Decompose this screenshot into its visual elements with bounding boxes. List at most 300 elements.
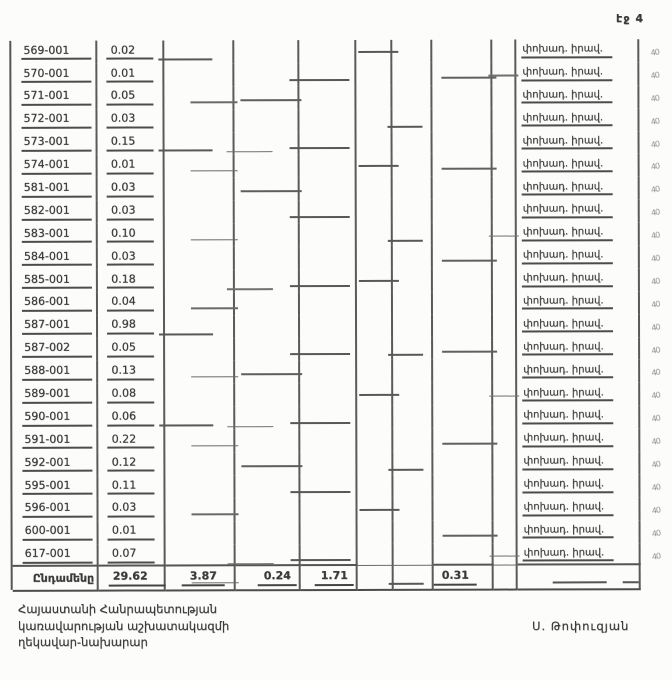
cell-margin [640,199,670,222]
transfer-right-label: փոխադ. իրավ. [522,272,613,287]
cell-empty [434,520,494,543]
cell-empty [393,429,433,452]
cell-empty [433,497,493,520]
cell-empty [433,154,493,177]
transfer-right-label: փոխադ. իրավ. [522,387,613,402]
margin-mark: 40 [649,93,660,104]
total-value: 1.71 [315,570,354,586]
margin-mark: 40 [650,230,660,241]
total-value: 0.31 [434,570,477,586]
cell-transfer-right [517,154,640,177]
cell-margin [640,360,670,383]
table-row [12,428,672,453]
code-label: 573-001 [22,136,92,152]
margin-mark: 40 [650,459,661,470]
cell-empty [433,177,493,200]
code-label: 570-001 [21,67,91,83]
cell-total-label [13,565,99,592]
transfer-right-label: փոխադ. իրավ. [522,364,613,379]
cell-total-value [236,565,301,592]
cell-empty [433,223,493,246]
cell-empty [357,246,393,269]
code-label: 595-001 [22,479,92,495]
cell-empty [393,154,433,177]
cell-code [12,132,98,155]
cell-empty [493,200,517,223]
margin-mark: 40 [650,390,661,402]
cell-empty [300,360,357,383]
value-label: 0.10 [107,227,154,243]
margin-mark: 40 [649,70,660,81]
code-label: 581-001 [22,182,92,198]
code-label: 592-001 [22,456,92,472]
cell-transfer-right [517,177,640,200]
cell-empty [433,337,493,360]
cell-empty [493,337,517,360]
cell-margin [640,428,670,451]
cell-empty [393,383,433,406]
code-label: 569-001 [21,44,91,60]
margin-mark: 40 [650,436,661,447]
cell-margin [639,108,669,131]
cell-empty [392,63,432,86]
cell-empty [433,314,493,337]
cell-empty [432,62,492,85]
cell-empty [493,268,517,291]
value-label: 0.18 [107,273,154,289]
table-row [12,268,672,293]
cell-empty [235,361,300,384]
cell-value [98,315,165,338]
cell-empty [165,132,235,155]
cell-code [12,430,98,453]
footer-org-line-3: ղեկավար-նախարար [18,635,148,650]
cell-empty [235,200,300,223]
cell-empty [357,315,393,338]
cell-code [12,361,98,384]
cell-empty [356,63,392,86]
cell-empty [300,383,357,406]
cell-empty [393,314,433,337]
cell-transfer-right [517,268,640,291]
value-label: 0.05 [107,90,154,106]
cell-value [99,544,166,567]
cell-empty [357,337,393,360]
cell-empty [393,360,433,383]
cell-empty [299,40,356,63]
cell-empty [299,63,356,86]
cell-empty [434,543,494,566]
cell-margin [640,405,670,428]
cell-code [11,41,97,64]
code-label: 583-001 [22,227,92,243]
cell-value [98,201,165,224]
transfer-right-label: փոխադ. իրավ. [522,410,613,425]
table-row [13,520,672,545]
transfer-right-label: փոխադ. իրավ. [522,204,613,219]
margin-mark: 40 [650,184,660,196]
cell-code [12,178,98,201]
cell-empty [165,178,235,201]
code-label: 586-001 [22,296,92,312]
cell-empty [165,361,235,384]
cell-empty [165,246,235,269]
table-row [11,62,671,87]
cell-empty [393,200,433,223]
cell-empty [300,406,357,429]
cell-empty [433,406,493,429]
cell-empty [492,62,516,85]
cell-margin [639,85,669,108]
value-label: 0.15 [107,136,154,152]
transfer-right-label: փոխադ. իրավ. [522,181,613,196]
cell-transfer-right [516,62,639,85]
cell-transfer-right [517,474,640,497]
code-label: 574-001 [22,159,92,175]
margin-mark: 40 [650,161,660,173]
cell-empty [165,407,235,430]
margin-mark: 40 [649,47,660,58]
cell-empty [357,223,393,246]
cell-empty [300,200,357,223]
cell-empty [164,63,234,86]
transfer-right-label: փոխադ. իրավ. [522,249,613,264]
cell-empty [235,269,300,292]
cell-empty [235,155,300,178]
cell-empty [234,40,299,63]
table-row [12,360,672,385]
cell-code [12,224,98,247]
cell-empty [494,543,518,566]
cell-margin [641,566,671,589]
transfer-right-label: փոխադ. իրավ. [522,501,613,516]
margin-mark: 40 [650,345,661,356]
cell-empty [299,86,356,109]
cell-value [98,475,165,498]
cell-empty [433,269,493,292]
table-row [12,497,672,522]
cell-value [98,269,165,292]
cell-total-value [99,565,166,592]
cell-empty [357,360,393,383]
value-label: 0.12 [108,456,155,472]
cell-empty [392,86,432,109]
cell-transfer-right [517,451,640,474]
table-row [12,451,672,476]
cell-empty [392,40,432,63]
cell-empty [393,177,433,200]
transfer-right-label: փոխադ. իրավ. [521,66,612,81]
cell-value [98,292,165,315]
cell-margin [640,291,670,314]
transfer-right-label: փոխադ. իրավ. [522,341,613,356]
cell-empty [493,497,517,520]
cell-transfer-right [517,199,640,222]
cell-code [13,544,99,567]
cell-empty [357,383,393,406]
cell-transfer-right [517,428,640,451]
cell-transfer-right [517,383,640,406]
cell-value [98,384,165,407]
cell-code [12,384,98,407]
cell-margin [640,474,670,497]
value-label: 0.01 [107,67,154,83]
cell-empty [393,131,433,154]
cell-empty [165,292,235,315]
cell-empty [493,154,517,177]
code-label: 589-001 [22,388,92,404]
value-label: 0.01 [108,525,155,541]
cell-empty [301,544,358,567]
margin-mark: 40 [650,299,661,310]
code-label: 587-001 [22,319,92,335]
table-row [12,474,672,499]
cell-margin [639,62,669,85]
cell-empty [394,565,434,591]
cell-margin [641,543,671,566]
cell-empty [165,429,235,452]
cell-empty [492,40,516,63]
cell-empty [165,475,235,498]
value-label: 0.03 [107,204,154,220]
cell-empty [357,131,393,154]
cell-empty [433,131,493,154]
cell-empty [357,429,393,452]
cell-empty [492,85,516,108]
total-label: Ընդամենը [32,572,95,586]
cell-empty [393,246,433,269]
transfer-right-label: փոխադ. իրավ. [522,456,613,471]
cell-empty [300,498,357,521]
value-label: 0.03 [107,181,154,197]
cell-empty [493,314,517,337]
cell-empty [164,40,234,63]
cell-empty [235,383,300,406]
code-label: 590-001 [22,411,92,427]
cell-empty [165,338,235,361]
cell-transfer-right [518,520,641,543]
total-row [13,566,672,591]
cell-value [98,178,165,201]
table-row [11,108,671,133]
cell-empty [493,406,517,429]
cell-empty [300,269,357,292]
code-label: 591-001 [22,433,92,449]
cell-empty [165,384,235,407]
cell-empty [300,452,357,475]
code-label: 617-001 [23,548,93,564]
cell-empty [166,544,236,567]
cell-empty [493,474,517,497]
cell-empty [432,85,492,108]
cell-empty [433,475,493,498]
cell-empty [357,406,393,429]
cell-empty [393,292,433,315]
code-label: 584-001 [22,250,92,266]
margin-mark: 40 [651,528,661,539]
cell-empty [393,337,433,360]
value-label: 0.06 [108,410,155,426]
cell-empty [493,131,517,154]
value-label: 0.98 [107,319,154,335]
cell-empty [357,177,393,200]
transfer-right-label: փոխադ. իրավ. [521,43,612,58]
value-label: 0.13 [107,365,154,381]
cell-empty [235,406,300,429]
cell-empty [357,200,393,223]
value-label: 0.11 [108,479,155,495]
cell-transfer-right [518,543,641,566]
cell-empty [356,109,392,132]
cell-empty [433,200,493,223]
cell-value [97,40,164,63]
value-label: 0.01 [107,159,154,175]
cell-empty [494,565,518,591]
total-value: 0.24 [258,570,297,586]
cell-empty [234,109,299,132]
cell-empty [300,246,357,269]
value-label: 0.03 [107,250,154,266]
cell-margin [640,337,670,360]
cell-transfer-right [517,131,640,154]
cell-code [12,315,98,338]
total-value: 29.62 [109,571,166,587]
cell-empty [493,291,517,314]
code-label: 582-001 [22,205,92,221]
cell-empty [358,543,394,566]
cell-margin [640,245,670,268]
transfer-right-label: փոխադ. իրավ. [522,135,613,150]
cell-value [98,155,165,178]
cell-value [98,407,165,430]
cell-transfer-right [517,222,640,245]
transfer-right-label: փոխադ. իրավ. [522,295,613,310]
cell-code [12,476,98,499]
dash-line [553,571,607,583]
cell-empty [165,452,235,475]
margin-mark: 40 [651,505,661,516]
cell-empty [432,108,492,131]
cell-empty [235,452,300,475]
margin-mark: 40 [650,482,661,493]
cell-value [98,452,165,475]
footer-org-title [18,601,229,651]
code-label: 588-001 [22,365,92,381]
cell-empty [433,429,493,452]
cell-empty [300,315,357,338]
cell-empty [165,315,235,338]
cell-empty [433,246,493,269]
table-row [12,337,672,362]
cell-transfer-right [516,85,639,108]
cell-transfer-right [517,360,640,383]
cell-empty [357,269,393,292]
cell-empty [165,269,235,292]
cell-empty [236,544,301,567]
cell-empty [393,452,433,475]
footer-org-line-2: կառավարության աշխատակազմի [18,618,230,633]
cell-empty [433,383,493,406]
cell-empty [164,86,234,109]
cell-transfer-right [517,314,640,337]
transfer-right-label: փոխադ. իրավ. [521,112,612,127]
cell-empty [357,498,393,521]
value-label: 0.03 [107,113,154,129]
cell-code [11,64,97,87]
cell-code [12,201,98,224]
cell-total-value [301,564,358,591]
margin-mark: 40 [650,253,661,264]
margin-mark: 40 [651,551,661,562]
table-row [12,405,672,430]
transfer-right-label: փոխադ. իրավ. [522,478,613,493]
margin-mark: 40 [650,322,661,333]
cell-empty [493,383,517,406]
cell-value [98,132,165,155]
cell-total-value [434,564,494,591]
cell-empty [493,246,517,269]
cell-value [98,361,165,384]
code-label: 585-001 [22,273,92,289]
cell-code [12,155,98,178]
cell-code [12,407,98,430]
total-value: 3.87 [182,570,225,586]
cell-margin [640,131,670,154]
table-row [12,314,672,339]
cell-transfer-right [517,245,640,268]
code-label: 572-001 [21,113,91,129]
cell-code [12,292,98,315]
cell-total-dashes [518,564,641,591]
cell-margin [640,451,670,474]
cell-empty [393,475,433,498]
cell-code [12,453,98,476]
cell-empty [235,475,300,498]
cell-empty [433,452,493,475]
footer-org-line-1: Հայաստանի Հանրապետության [18,602,217,616]
cell-margin [640,382,670,405]
cell-empty [300,429,357,452]
margin-mark: 40 [650,367,661,379]
cell-empty [165,223,235,246]
cell-empty [235,132,300,155]
cell-empty [433,360,493,383]
cell-empty [358,565,394,591]
table-row [11,39,671,64]
cell-empty [235,498,300,521]
margin-mark: 40 [650,207,660,218]
cell-empty [358,521,394,544]
cell-empty [235,315,300,338]
margin-mark: 40 [650,116,660,127]
cell-empty [300,338,357,361]
cell-empty [492,108,516,131]
table-row [12,131,672,156]
value-label: 0.07 [108,548,155,564]
cell-empty [300,132,357,155]
cell-empty [299,109,356,132]
margin-mark: 40 [650,413,661,424]
cell-empty [300,475,357,498]
cell-empty [300,154,357,177]
cell-empty [393,498,433,521]
cell-code [11,86,97,109]
cell-empty [493,429,517,452]
cell-empty [236,521,301,544]
cell-empty [165,498,235,521]
code-label: 596-001 [22,502,92,518]
cell-empty [393,406,433,429]
